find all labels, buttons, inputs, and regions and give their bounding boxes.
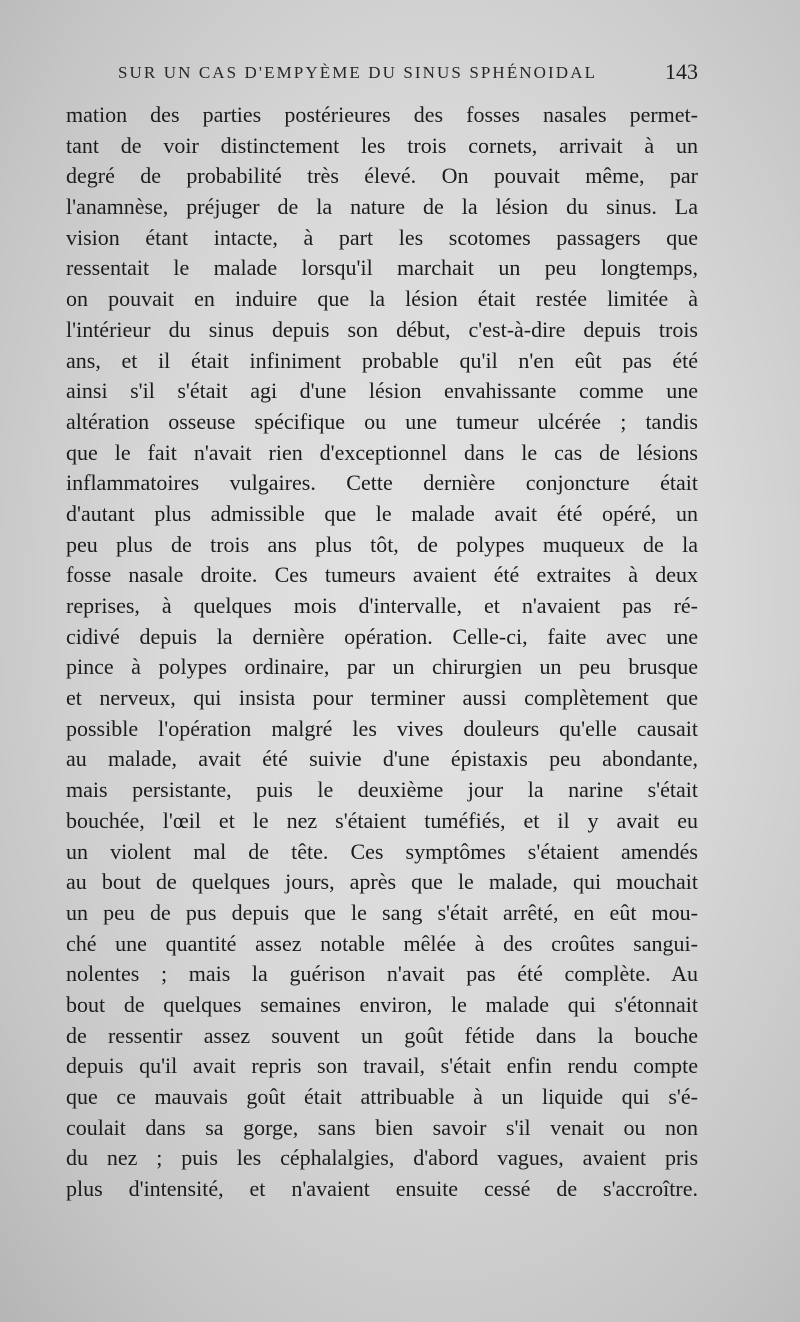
text-line: fosse nasale droite. Ces tumeurs avaient été extraites à deux (66, 562, 698, 588)
text-line: possible l'opération malgré les vives douleurs qu'elle causait (66, 715, 698, 741)
text-line: ainsi s'il s'était agi d'une lésion envahissante comme une (66, 378, 698, 404)
text-line: que le fait n'avait rien d'exceptionnel dans le cas de lésions (66, 439, 698, 465)
text-line: que ce mauvais goût était attribuable à un liquide qui s'é- (66, 1084, 698, 1109)
text-line: ché une quantité assez notable mêlée à des croûtes sangui- (66, 930, 698, 956)
text-line: au bout de quelques jours, après que le malade, qui mouchait (66, 869, 698, 895)
text-line: degré de probabilité très élevé. On pouvait même, par (66, 163, 698, 189)
page-header (118, 58, 698, 88)
text-line: peu plus de trois ans plus tôt, de polypes muqueux de la (66, 531, 698, 557)
text-line: bout de quelques semaines environ, le malade qui s'étonnait (66, 991, 698, 1017)
text-line: et nerveux, qui insista pour terminer aussi complètement que (66, 685, 698, 711)
page-number: 143 (665, 59, 698, 84)
text-line: de ressentir assez souvent un goût fétide dans la bouche (66, 1022, 698, 1048)
text-line: vision étant intacte, à part les scotomes passagers que (66, 224, 698, 250)
text-line: d'autant plus admissible que le malade avait été opéré, un (66, 500, 698, 526)
text-line: tant de voir distinctement les trois cornets, arrivait à un (66, 132, 698, 158)
text-line: mais persistante, puis le deuxième jour la narine s'était (66, 777, 698, 803)
text-line: ans, et il était infiniment probable qu'il n'en eût pas été (66, 347, 698, 373)
text-line: on pouvait en induire que la lésion était restée limitée à (66, 286, 698, 312)
text-line: un peu de pus depuis que le sang s'était arrêté, en eût mou- (66, 899, 698, 925)
text-line: l'intérieur du sinus depuis son début, c'est-à-dire depuis trois (66, 316, 698, 342)
text-line: reprises, à quelques mois d'intervalle, et n'avaient pas ré- (66, 593, 698, 618)
text-line: pince à polypes ordinaire, par un chirurgien un peu brusque (66, 654, 698, 680)
text-line: coulait dans sa gorge, sans bien savoir s'il venait ou non (66, 1114, 698, 1140)
body-text (66, 100, 698, 1205)
running-head: SUR UN CAS D'EMPYÈME DU SINUS SPHÉNOIDAL (118, 63, 598, 82)
text-line: depuis qu'il avait repris son travail, s'était enfin rendu compte (66, 1053, 698, 1079)
text-line: l'anamnèse, préjuger de la nature de la lésion du sinus. La (66, 194, 698, 220)
text-line: mation des parties postérieures des fosses nasales permet- (66, 102, 698, 127)
text-line: bouchée, l'œil et le nez s'étaient tuméfiés, et il y avait eu (66, 807, 698, 833)
text-line: plus d'intensité, et n'avaient ensuite cessé de s'accroître. (66, 1176, 698, 1202)
text-line: inflammatoires vulgaires. Cette dernière conjoncture était (66, 470, 698, 496)
text-line: au malade, avait été suivie d'une épistaxis peu abondante, (66, 746, 698, 772)
text-line: du nez ; puis les céphalalgies, d'abord vagues, avaient pris (66, 1145, 698, 1171)
text-line: nolentes ; mais la guérison n'avait pas été complète. Au (66, 961, 698, 987)
text-line: un violent mal de tête. Ces symptômes s'étaient amendés (66, 838, 698, 864)
text-line: altération osseuse spécifique ou une tumeur ulcérée ; tandis (66, 408, 698, 434)
text-line: ressentait le malade lorsqu'il marchait un peu longtemps, (66, 255, 698, 281)
text-line: cidivé depuis la dernière opération. Celle-ci, faite avec une (66, 623, 698, 649)
